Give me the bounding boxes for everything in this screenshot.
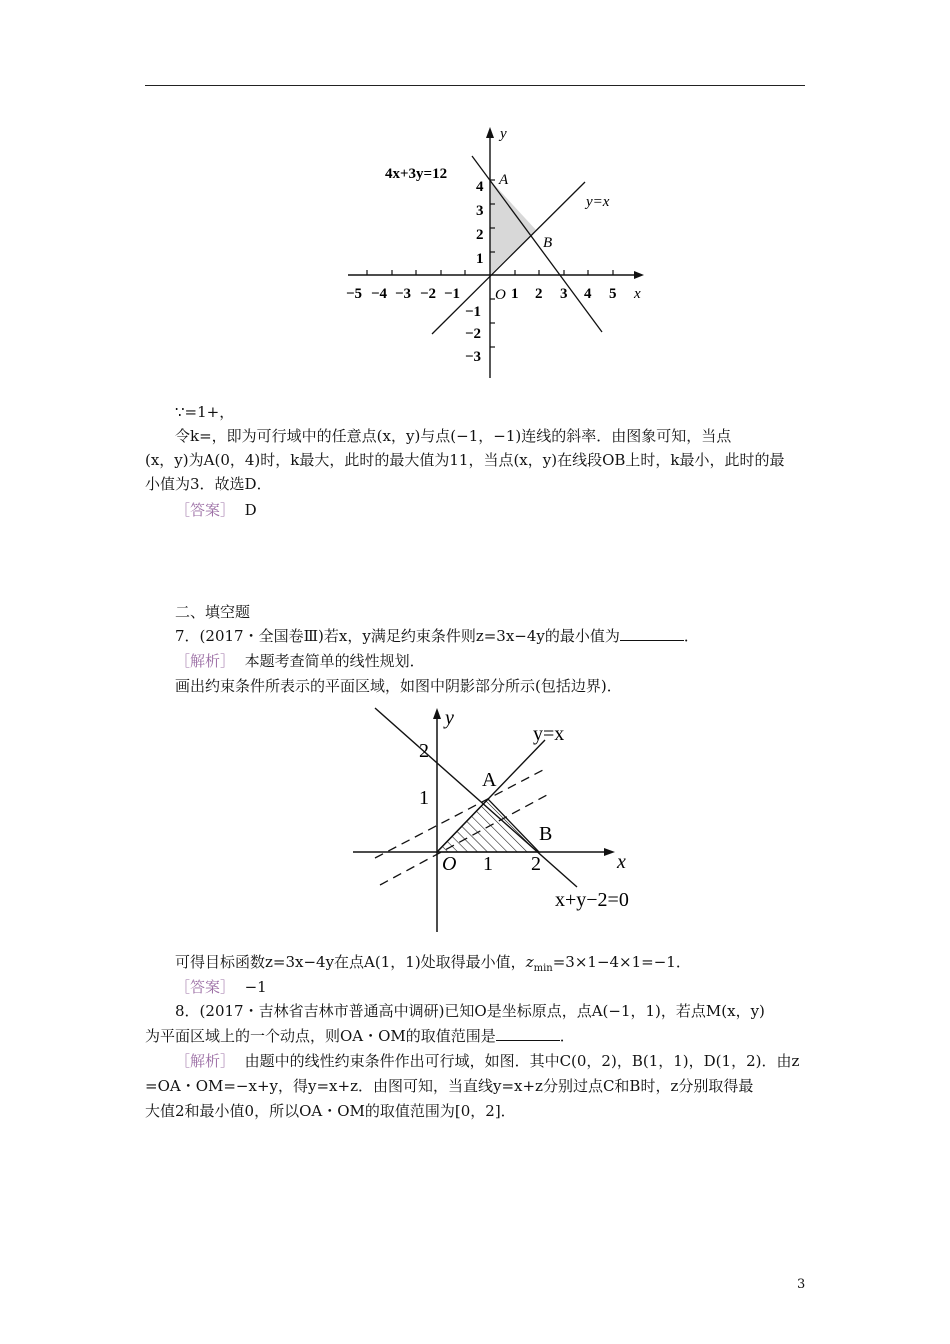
section-heading: 二、填空题 bbox=[175, 603, 251, 621]
q8-analysis bbox=[145, 1051, 840, 1071]
point-b-label: B bbox=[539, 823, 553, 845]
y-tick-label-2: 2 bbox=[419, 740, 429, 762]
figure-2-graph bbox=[345, 700, 650, 935]
q8-line4: =OA・OM=−x+y，得y=x+z．由图可知，当直线y=x+z分别过点C和B时，z分别取得最 bbox=[145, 1077, 754, 1095]
q7-line2: 画出约束条件所表示的平面区域，如图中阴影部分所示(包括边界)． bbox=[175, 677, 622, 695]
sol6-line3: (x，y)为A(0，4)时，k最大，此时的最大值为11，当点(x，y)在线段OB上时，k最小，此时的最 bbox=[145, 451, 785, 469]
answer-tag: ［答案］ bbox=[175, 501, 236, 519]
header-rule bbox=[145, 85, 805, 86]
sol6-line1: ∵=1+， bbox=[175, 403, 235, 421]
q7-conclusion-result: =3×1−4×1=−1． bbox=[552, 953, 691, 971]
axis-label-x: x bbox=[617, 851, 626, 873]
svg-text:4: 4 bbox=[584, 286, 592, 302]
x-axis-arrow bbox=[634, 271, 644, 279]
q7-analysis-text: 本题考查简单的线性规划． bbox=[244, 652, 425, 670]
origin-label: O bbox=[495, 287, 506, 303]
svg-text:5: 5 bbox=[609, 286, 617, 302]
label-eq-4x3y12: 4x+3y=12 bbox=[385, 166, 448, 182]
q7-analysis bbox=[145, 651, 840, 671]
answer-tag: ［答案］ bbox=[175, 978, 236, 996]
y-tick-labels bbox=[465, 179, 484, 365]
x-tick-label-1: 1 bbox=[483, 853, 493, 875]
y-tick-label-1: 1 bbox=[419, 787, 429, 809]
zmin-subscript: min bbox=[533, 963, 553, 974]
zmin-symbol: z bbox=[525, 953, 534, 971]
feasible-region-hatched bbox=[437, 799, 539, 852]
point-a-label: A bbox=[482, 769, 497, 791]
svg-text:1: 1 bbox=[476, 251, 484, 267]
origin-label: O bbox=[442, 853, 457, 875]
q7-stem bbox=[145, 626, 840, 646]
sol6-line4: 小值为3．故选D． bbox=[145, 475, 272, 493]
x-tick-label-2: 2 bbox=[531, 853, 541, 875]
sol6-line2: 令k=，即为可行域中的任意点(x，y)与点(−1，−1)连线的斜率．由图象可知，当点 bbox=[175, 427, 732, 445]
svg-text:−1: −1 bbox=[465, 304, 482, 320]
label-eq-xy2: x+y−2=0 bbox=[555, 889, 629, 911]
q7-stem-text: 7．(2017・全国卷Ⅲ)若x，y满足约束条件则z=3x−4y的最小值为 bbox=[175, 627, 620, 645]
svg-text:2: 2 bbox=[535, 286, 543, 302]
q8-line1: 8．(2017・吉林省吉林市普通高中调研)已知O是坐标原点，点A(−1，1)，若点M(x，y) bbox=[175, 1002, 765, 1020]
svg-text:4: 4 bbox=[476, 179, 484, 195]
axis-label-y: y bbox=[445, 707, 454, 729]
point-b-label: B bbox=[543, 235, 553, 251]
sol6-answer bbox=[145, 500, 840, 520]
svg-text:−5: −5 bbox=[346, 286, 363, 302]
x-axis-arrow bbox=[604, 848, 615, 856]
svg-text:−2: −2 bbox=[465, 326, 482, 342]
label-eq-yx: y=x bbox=[533, 723, 565, 745]
q8-analysis-text: 由题中的线性约束条件作出可行域，如图．其中C(0，2)，B(1，1)，D(1，2)．由z bbox=[244, 1052, 800, 1070]
answer-value: −1 bbox=[244, 978, 267, 996]
q8-answer-blank bbox=[496, 1026, 560, 1041]
q8-line2-text: 为平面区域上的一个动点，则OA・OM的取值范围是 bbox=[145, 1027, 496, 1045]
q7-answer bbox=[145, 977, 840, 997]
svg-text:1: 1 bbox=[511, 286, 519, 302]
q7-conclusion-text: 可得目标函数z=3x−4y在点A(1，1)处取得最小值， bbox=[175, 953, 526, 971]
y-axis-arrow bbox=[433, 708, 441, 719]
axis-label-y: y bbox=[500, 126, 507, 142]
analysis-tag: ［解析］ bbox=[175, 652, 236, 670]
svg-text:−3: −3 bbox=[395, 286, 412, 302]
label-eq-yx: y=x bbox=[586, 194, 610, 210]
y-axis-arrow bbox=[486, 127, 494, 138]
axis-label-x: x bbox=[634, 286, 641, 302]
q8-line2-end: ． bbox=[559, 1027, 575, 1045]
page-number: 3 bbox=[797, 1277, 806, 1292]
point-a-label: A bbox=[499, 172, 509, 188]
q8-line5: 大值2和最小值0，所以OA・OM的取值范围为[0，2]． bbox=[145, 1102, 516, 1120]
q7-answer-blank bbox=[620, 626, 684, 641]
q8-line2 bbox=[145, 1026, 810, 1046]
figure-1-graph bbox=[340, 120, 660, 385]
x-tick-labels bbox=[346, 286, 617, 302]
svg-text:2: 2 bbox=[476, 227, 484, 243]
q7-conclusion bbox=[145, 952, 840, 979]
svg-text:−1: −1 bbox=[444, 286, 461, 302]
svg-text:−3: −3 bbox=[465, 349, 482, 365]
q7-stem-end: ． bbox=[683, 627, 699, 645]
answer-value: D bbox=[244, 501, 257, 519]
svg-text:−2: −2 bbox=[420, 286, 437, 302]
svg-text:3: 3 bbox=[560, 286, 568, 302]
svg-text:3: 3 bbox=[476, 203, 484, 219]
feasible-region-shaded bbox=[490, 180, 536, 275]
svg-text:−4: −4 bbox=[371, 286, 388, 302]
analysis-tag: ［解析］ bbox=[175, 1052, 236, 1070]
